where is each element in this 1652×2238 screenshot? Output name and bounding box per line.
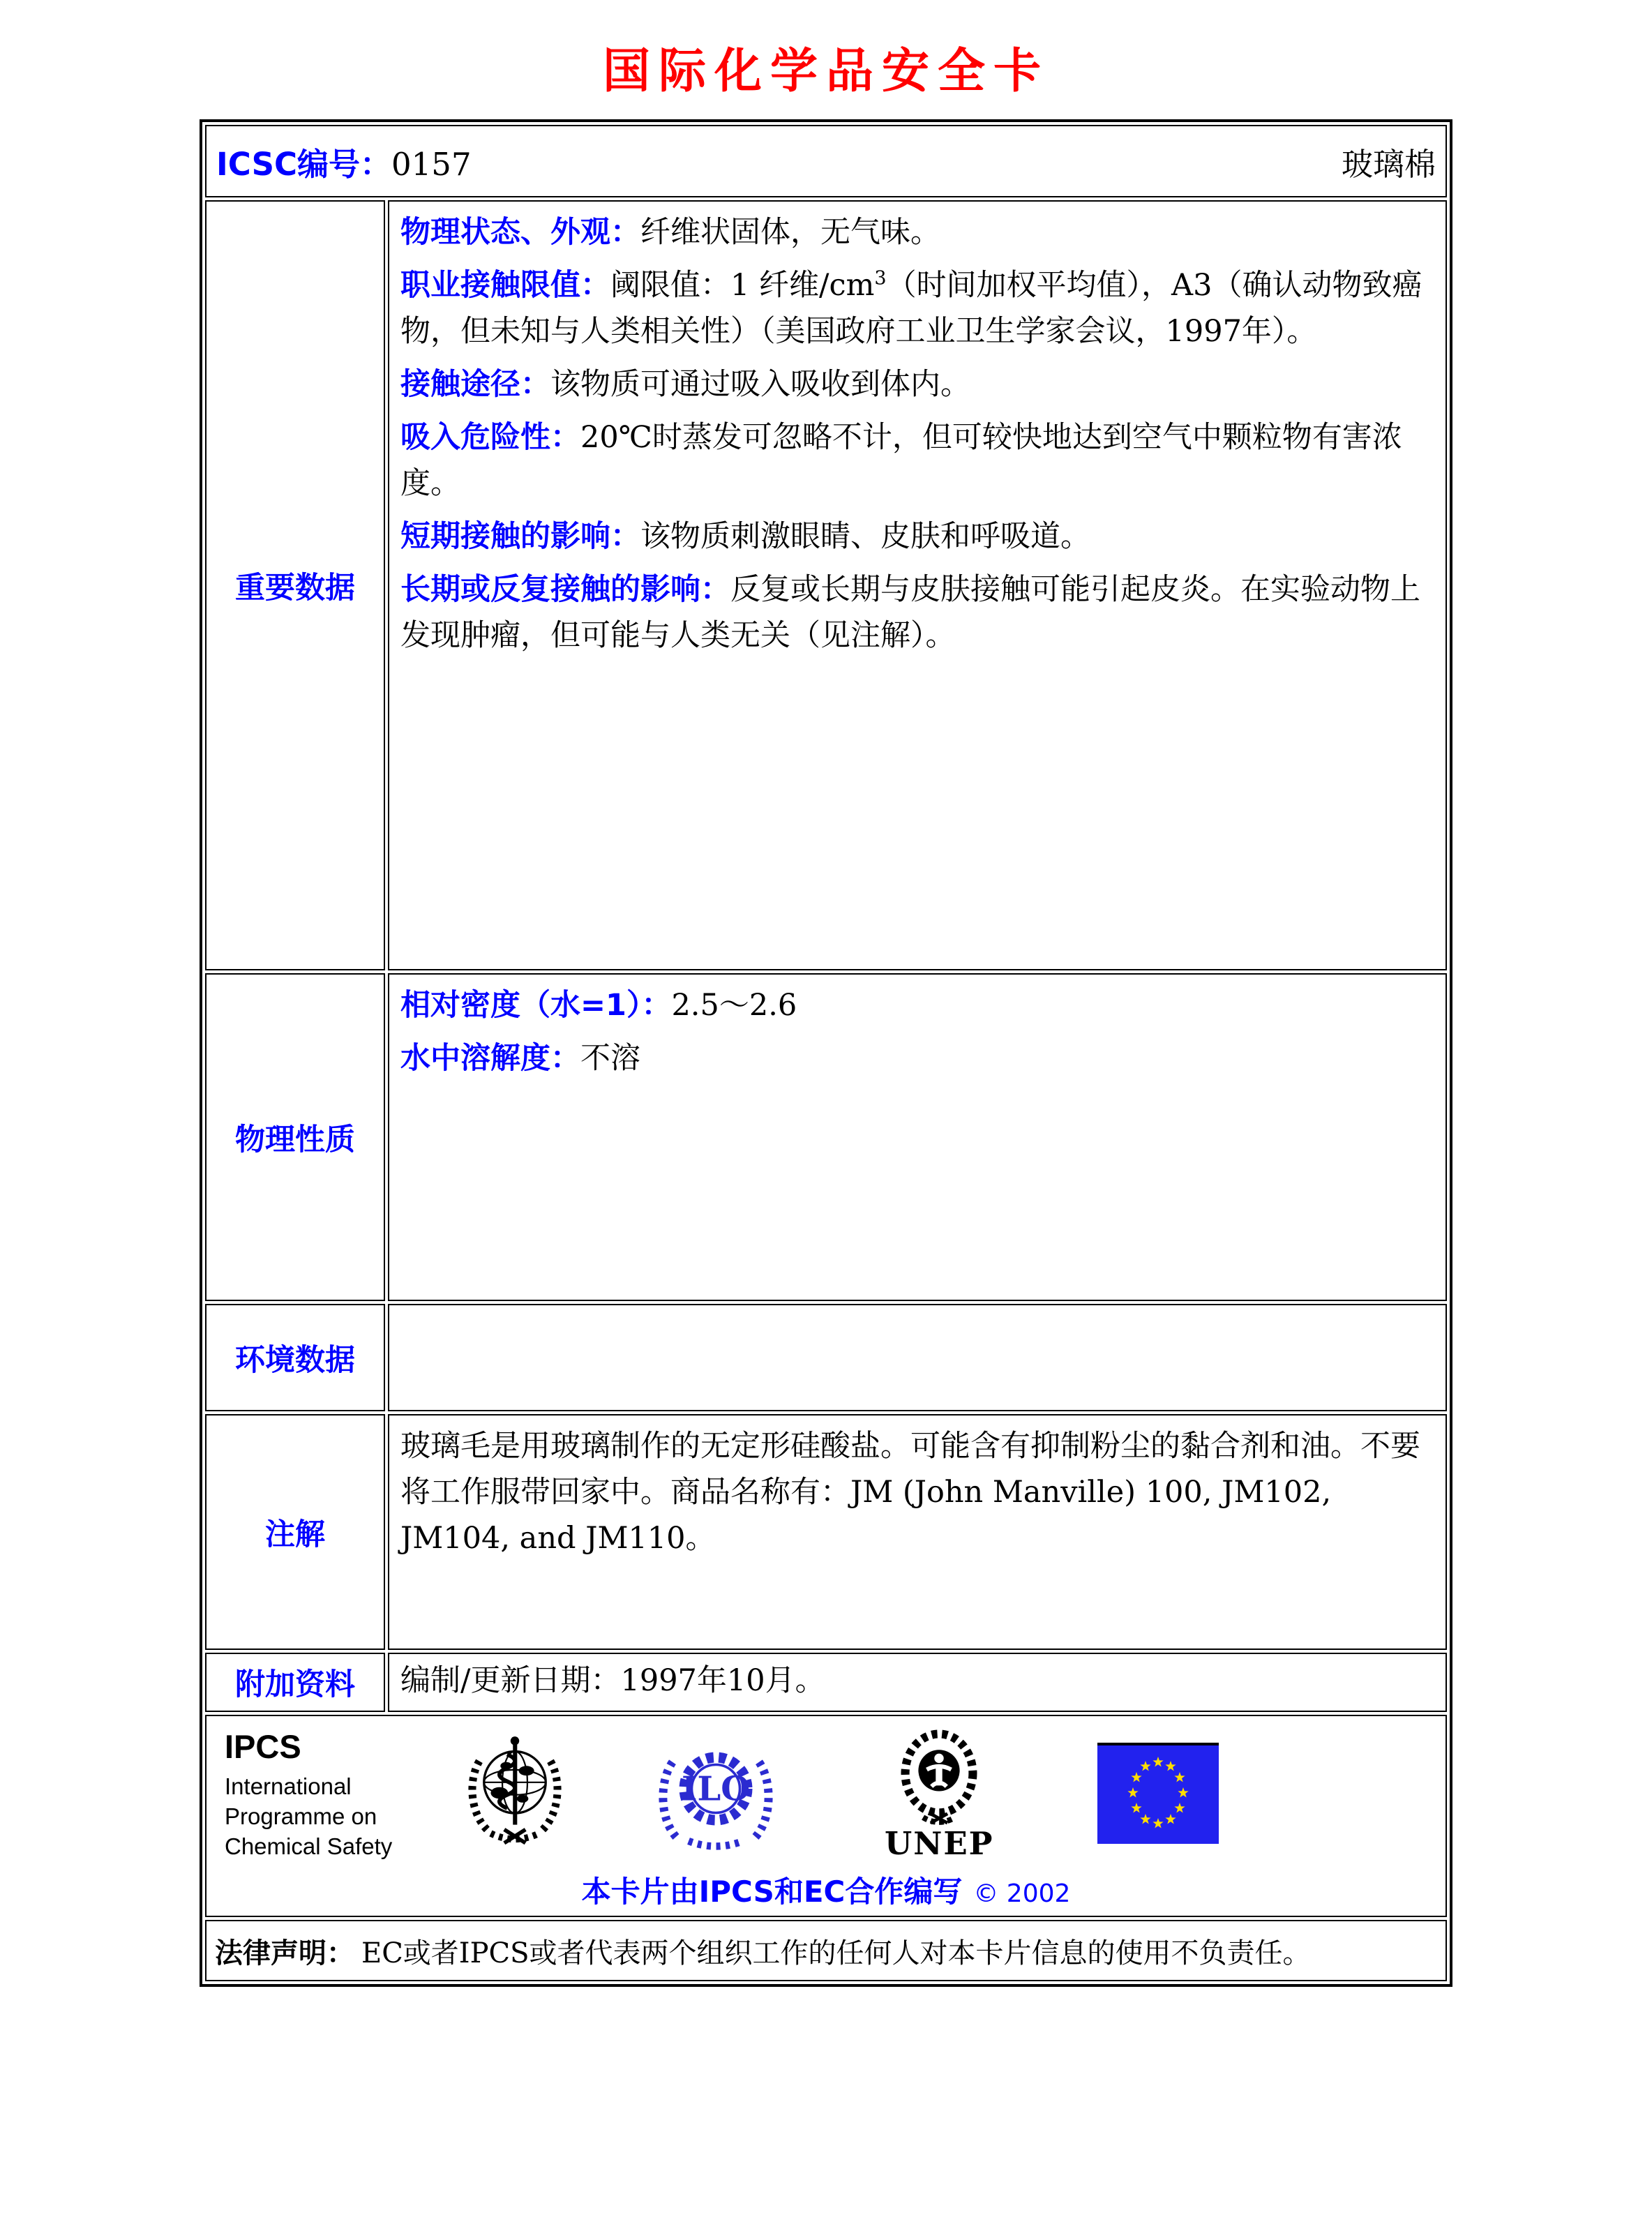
section-label-environmental-data: 环境数据 xyxy=(205,1304,385,1411)
field-label: 吸入危险性： xyxy=(400,420,580,455)
ipcs-line: International xyxy=(225,1773,352,1799)
ipcs-acronym: IPCS xyxy=(225,1728,301,1765)
field-text: 不溶 xyxy=(580,1041,640,1076)
ilo-logo-icon xyxy=(657,1734,774,1854)
field-text: 该物质刺激眼睛、皮肤和呼吸道。 xyxy=(640,519,1090,554)
page-title: 国际化学品安全卡 xyxy=(602,44,1049,99)
ilo-logo-text: ILO xyxy=(681,1769,751,1809)
icsc-number-value: 0157 xyxy=(391,145,472,183)
unep-logo-icon xyxy=(885,1727,994,1862)
field-text: 阈限值：1 纤维/cm xyxy=(610,268,875,303)
section-row-environmental-data xyxy=(205,1304,1447,1411)
paragraph xyxy=(400,361,1433,407)
section-label-important-data: 重要数据 xyxy=(205,200,385,970)
field-label: 长期或反复接触的影响： xyxy=(400,572,730,607)
field-label: 水中溶解度： xyxy=(400,1041,580,1076)
field-label: 相对密度（水=1）： xyxy=(400,988,672,1023)
paragraph xyxy=(400,1035,1433,1081)
section-label-additional-info: 附加资料 xyxy=(205,1653,385,1712)
section-content-physical-properties xyxy=(388,973,1447,1301)
cooperation-caption xyxy=(206,1869,1446,1911)
icsc-number xyxy=(216,139,472,184)
who-logo-icon xyxy=(462,1727,568,1861)
section-content-additional-info xyxy=(388,1653,1447,1712)
field-label: 物理状态、外观： xyxy=(400,215,640,250)
field-text: （时间加权平均值），A3（确认动物致癌物，但未知与人类相关性）（美国政府工业卫生学家会议，1997年）。 xyxy=(400,268,1422,349)
section-row-important-data xyxy=(205,200,1447,970)
paragraph xyxy=(400,982,1433,1028)
field-text: 该物质可通过吸入吸收到体内。 xyxy=(550,367,970,402)
header-cell xyxy=(205,125,1447,197)
copyright-text: © 2002 xyxy=(973,1879,1071,1908)
ipcs-line: Programme on xyxy=(225,1803,377,1829)
icsc-number-label: ICSC编号： xyxy=(216,145,392,183)
paragraph xyxy=(400,262,1433,354)
cooperation-caption-text: 本卡片由IPCS和EC合作编写 xyxy=(581,1874,963,1909)
superscript-text: 3 xyxy=(874,267,887,290)
eu-flag-icon xyxy=(1097,1743,1219,1847)
section-label-notes: 注解 xyxy=(205,1414,385,1650)
paragraph xyxy=(400,513,1433,560)
legal-row xyxy=(205,1920,1447,1981)
section-content-important-data xyxy=(388,200,1447,970)
section-content-notes xyxy=(388,1414,1447,1650)
legal-notice-text: EC或者IPCS或者代表两个组织工作的任何人对本卡片信息的使用不负责任。 xyxy=(361,1937,1311,1969)
section-content-environmental-data xyxy=(388,1304,1447,1411)
field-label: 短期接触的影响： xyxy=(400,519,640,554)
substance-name: 玻璃棉 xyxy=(1341,145,1436,183)
field-text: 反复或长期与皮肤接触可能引起皮炎。在实验动物上发现肿瘤，但可能与人类无关（见注解）。 xyxy=(400,572,1420,653)
field-text: 20℃时蒸发可忽略不计，但可较快地达到空气中颗粒物有害浓度。 xyxy=(400,420,1402,501)
unep-logo-text: UNEP xyxy=(885,1824,994,1862)
field-text: 2.5～2.6 xyxy=(671,988,797,1023)
section-row-additional-info xyxy=(205,1653,1447,1712)
paragraph xyxy=(400,566,1433,659)
paragraph xyxy=(400,414,1433,506)
logos-cell xyxy=(205,1715,1447,1917)
field-text: 纤维状固体，无气味。 xyxy=(640,215,940,250)
field-text: 编制/更新日期：1997年10月。 xyxy=(400,1663,825,1698)
paragraph xyxy=(400,1423,1433,1561)
field-label: 接触途径： xyxy=(400,367,550,402)
paragraph xyxy=(400,209,1433,255)
section-label-physical-properties: 物理性质 xyxy=(205,973,385,1301)
icsc-card-table xyxy=(200,119,1452,1987)
section-row-notes xyxy=(205,1414,1447,1650)
field-text: 玻璃毛是用玻璃制作的无定形硅酸盐。可能含有抑制粉尘的黏合剂和油。不要将工作服带回家中。商品名称有：JM (John Manville) 100, JM102, JM104, and JM110。 xyxy=(400,1429,1420,1556)
field-label: 职业接触限值： xyxy=(400,268,610,303)
header-row xyxy=(205,125,1447,197)
ipcs-line: Chemical Safety xyxy=(225,1833,393,1859)
legal-cell xyxy=(205,1920,1447,1981)
section-row-physical-properties xyxy=(205,973,1447,1301)
legal-notice-label: 法律声明： xyxy=(215,1937,354,1969)
ipcs-block xyxy=(225,1727,434,1861)
paragraph xyxy=(400,1658,1433,1704)
logos-row xyxy=(205,1715,1447,1917)
